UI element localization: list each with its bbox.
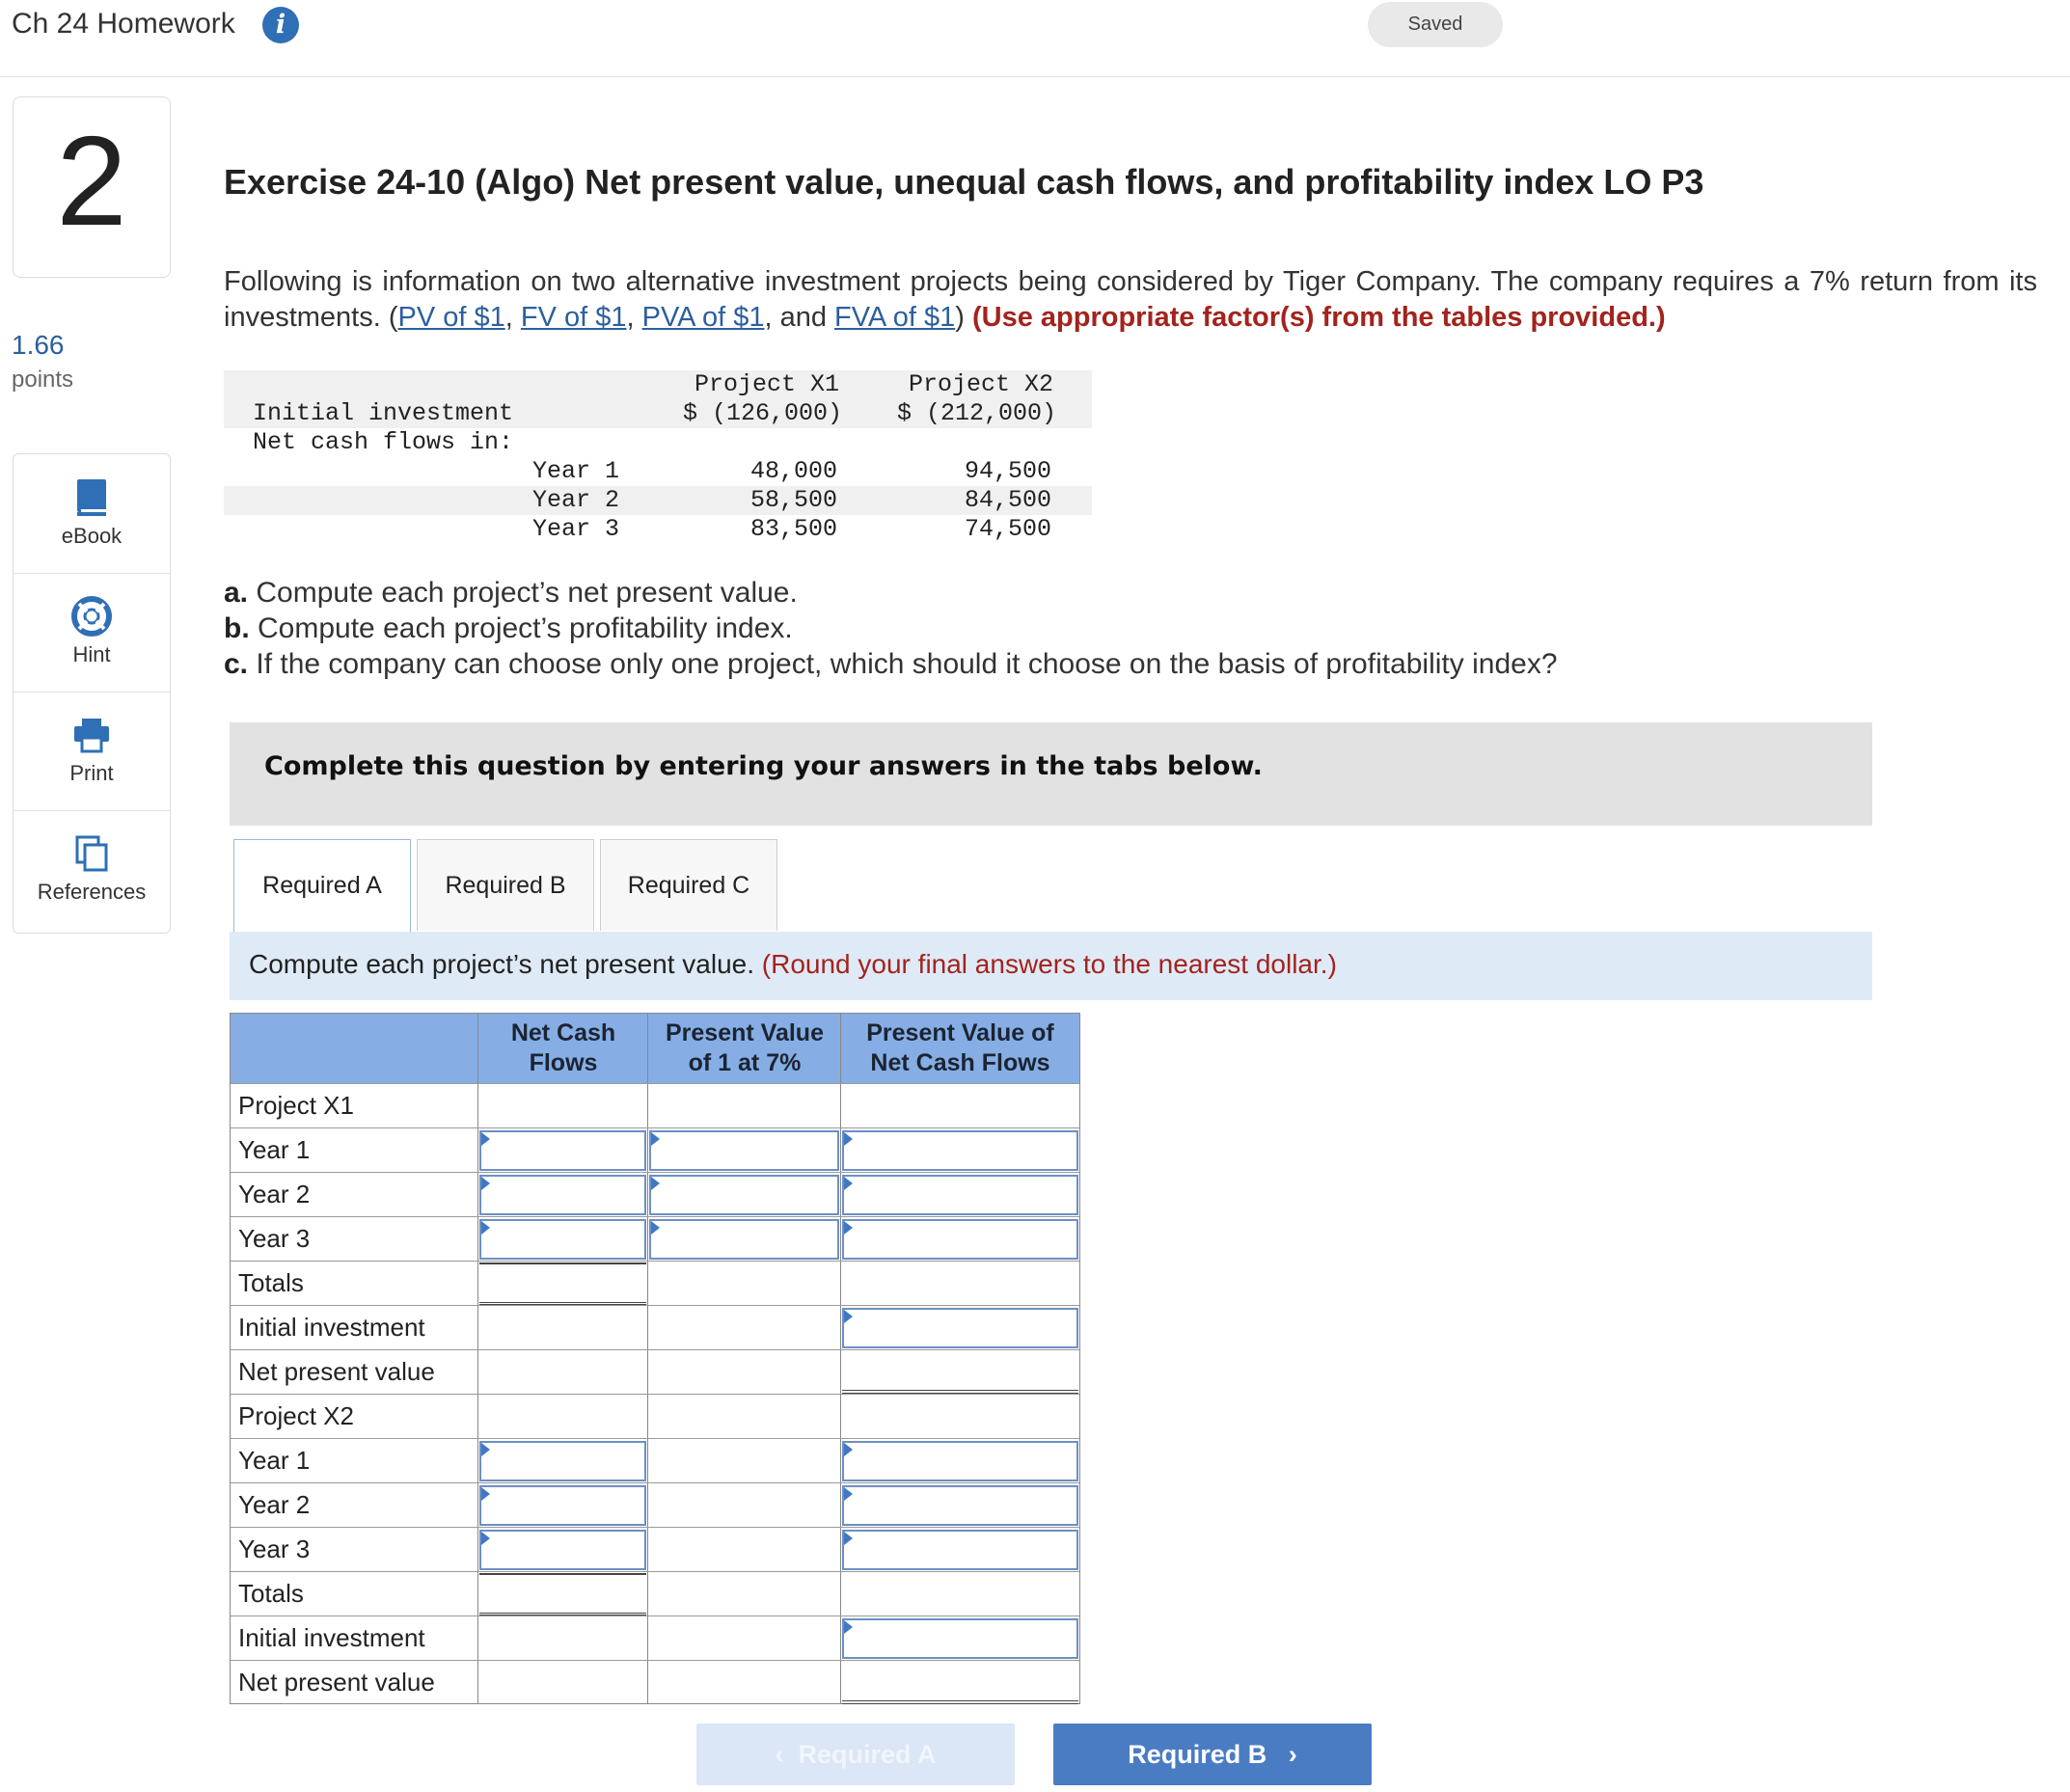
table-header-row: [224, 370, 1092, 399]
references-label: References: [37, 880, 147, 904]
year-label: Year 2: [532, 486, 620, 514]
row-divider: [231, 1482, 1079, 1483]
part-text: If the company can choose only one project, which should it choose on the basis of profitability index?: [248, 648, 1558, 680]
pv-amount-input[interactable]: [842, 1219, 1078, 1260]
header-net-cash-flows: Net Cash Flows: [510, 1019, 616, 1076]
year-label: Year 3: [532, 515, 620, 543]
banner-text: Complete this question by entering your answers in the tabs below.: [264, 751, 1263, 781]
part-text: Compute each project’s net present value.: [248, 577, 798, 609]
row-label: Year 1: [238, 1135, 311, 1164]
header-pv-factor: Present Value of 1 at 7%: [666, 1019, 824, 1076]
hint-button[interactable]: [14, 573, 170, 692]
exercise-intro: [224, 264, 2037, 336]
print-label: Print: [69, 761, 114, 785]
pv-link[interactable]: PV of $1: [397, 302, 505, 333]
row-divider: [231, 1127, 1079, 1128]
row-divider: [231, 1527, 1079, 1528]
tab-instruction: [230, 932, 1872, 1000]
points-value: 1.66: [12, 330, 65, 360]
instructions-banner: [230, 722, 1872, 826]
pv-amount-input[interactable]: [842, 1308, 1078, 1348]
part-letter: a.: [224, 577, 249, 609]
ncf-input[interactable]: [479, 1441, 646, 1481]
ncf-input[interactable]: [479, 1130, 646, 1171]
x1-value: 48,000: [750, 457, 838, 485]
grid-divider: [477, 1014, 478, 1703]
tab-required-a[interactable]: Required A: [233, 839, 411, 933]
grid-header: [231, 1014, 1079, 1083]
row-label: Totals: [238, 1268, 304, 1297]
row-label: Project X1: [238, 1091, 354, 1120]
intro-text: Following is information on two alternative investment projects being considered by Tiger Company. The company requires a 7% return from its investments. (: [224, 266, 2037, 333]
points-label: points: [12, 367, 74, 393]
next-label: Required B: [1128, 1740, 1267, 1769]
ncf-input[interactable]: [479, 1530, 646, 1570]
table-row: [224, 399, 1092, 428]
pv-amount-input[interactable]: [842, 1175, 1078, 1215]
separator: , and: [764, 302, 835, 333]
x2-value: 74,500: [965, 515, 1052, 543]
prev-required-button: ‹ Required A: [696, 1724, 1015, 1785]
x2-value: 94,500: [965, 457, 1052, 485]
fva-link[interactable]: FVA of $1: [834, 302, 956, 333]
book-icon: [69, 475, 114, 520]
info-icon[interactable]: i: [262, 7, 299, 43]
pv-factor-input[interactable]: [649, 1130, 839, 1171]
top-bar: [0, 0, 2070, 77]
row-label: Net present value: [238, 1357, 435, 1386]
row-divider: [231, 1571, 1079, 1572]
row-divider: [231, 1083, 1079, 1084]
table-row: [224, 457, 1092, 486]
next-required-button[interactable]: Required B ›: [1053, 1724, 1372, 1785]
separator: ,: [626, 302, 642, 333]
part-text: Compute each project’s profitability index.: [249, 612, 793, 644]
separator: ): [955, 302, 972, 333]
tab-bar: [230, 839, 1872, 933]
row-label: Year 3: [238, 1534, 311, 1563]
header-pv-net-cash-flows: Present Value of Net Cash Flows: [866, 1019, 1054, 1076]
table-row: [224, 486, 1092, 515]
net-present-value-input[interactable]: [842, 1662, 1078, 1704]
col-project-x2: Project X2: [909, 370, 1054, 398]
table-row: [224, 428, 1092, 457]
pv-factor-input[interactable]: [649, 1219, 839, 1260]
row-divider: [231, 1394, 1079, 1395]
row-divider: [231, 1172, 1079, 1173]
row-label: Net present value: [238, 1668, 435, 1697]
table-row: [224, 515, 1092, 544]
row-label: Year 2: [238, 1490, 311, 1519]
part-a: [224, 575, 1558, 611]
initial-x2: $ (212,000): [897, 399, 1057, 427]
tools-panel: [13, 453, 171, 934]
assignment-title: Ch 24 Homework: [12, 8, 235, 40]
initial-investment-label: Initial investment: [253, 399, 514, 427]
ebook-label: eBook: [61, 524, 123, 548]
instruction-rounding: (Round your final answers to the nearest dollar.): [761, 949, 1337, 979]
pv-amount-input[interactable]: [842, 1130, 1078, 1171]
print-button[interactable]: [14, 692, 170, 811]
pv-amount-input[interactable]: [842, 1485, 1078, 1526]
instruction-main: Compute each project’s net present value.: [249, 949, 762, 979]
grid-divider: [647, 1014, 648, 1703]
question-number: 2: [56, 110, 127, 252]
ncf-input[interactable]: [479, 1485, 646, 1526]
net-present-value-input[interactable]: [842, 1351, 1078, 1394]
pv-amount-input[interactable]: [842, 1441, 1078, 1481]
totals-input[interactable]: [479, 1573, 646, 1616]
copy-icon: [69, 831, 114, 876]
year-label: Year 1: [532, 457, 620, 485]
tab-required-c[interactable]: Required C: [600, 839, 777, 931]
part-letter: c.: [224, 648, 249, 680]
saved-status: Saved: [1368, 2, 1503, 47]
pva-link[interactable]: PVA of $1: [641, 302, 765, 333]
references-button[interactable]: [14, 810, 170, 929]
row-label: Initial investment: [238, 1313, 425, 1342]
col-project-x1: Project X1: [695, 370, 840, 398]
part-c: [224, 646, 1558, 682]
row-label: Year 1: [238, 1446, 311, 1475]
pv-factor-input[interactable]: [649, 1175, 839, 1215]
hint-label: Hint: [72, 642, 111, 666]
totals-input[interactable]: [479, 1263, 646, 1305]
row-label: Totals: [238, 1579, 304, 1608]
instruction-text: [249, 949, 1337, 980]
x2-value: 84,500: [965, 486, 1052, 514]
printer-icon: [69, 713, 114, 757]
row-divider: [231, 1261, 1079, 1262]
pv-amount-input[interactable]: [842, 1530, 1078, 1570]
part-b: [224, 611, 1558, 646]
separator: ,: [504, 302, 521, 333]
ebook-button[interactable]: [14, 454, 170, 574]
net-cash-flows-label: Net cash flows in:: [253, 428, 514, 456]
row-label: Year 2: [238, 1180, 311, 1208]
tab-required-b[interactable]: Required B: [417, 839, 594, 931]
prev-label: Required A: [798, 1740, 937, 1769]
ncf-input[interactable]: [479, 1219, 646, 1260]
instruction-red: (Use appropriate factor(s) from the tables provided.): [971, 302, 1666, 333]
x1-value: 83,500: [750, 515, 838, 543]
row-label: Project X2: [238, 1401, 354, 1430]
part-letter: b.: [224, 612, 250, 644]
initial-x1: $ (126,000): [683, 399, 843, 427]
pv-amount-input[interactable]: [842, 1618, 1078, 1659]
row-label: Year 3: [238, 1224, 311, 1253]
ncf-input[interactable]: [479, 1175, 646, 1215]
exercise-title: Exercise 24-10 (Algo) Net present value, unequal cash flows, and profitability index LO P3: [224, 162, 1704, 202]
grid-divider: [840, 1014, 841, 1703]
x1-value: 58,500: [750, 486, 838, 514]
question-parts: [224, 575, 1558, 682]
row-label: Initial investment: [238, 1623, 425, 1652]
row-divider: [231, 1438, 1079, 1439]
row-divider: [231, 1216, 1079, 1217]
npv-answer-grid: [230, 1013, 1080, 1704]
fv-link[interactable]: FV of $1: [520, 302, 627, 333]
lifebuoy-icon: [69, 594, 114, 638]
